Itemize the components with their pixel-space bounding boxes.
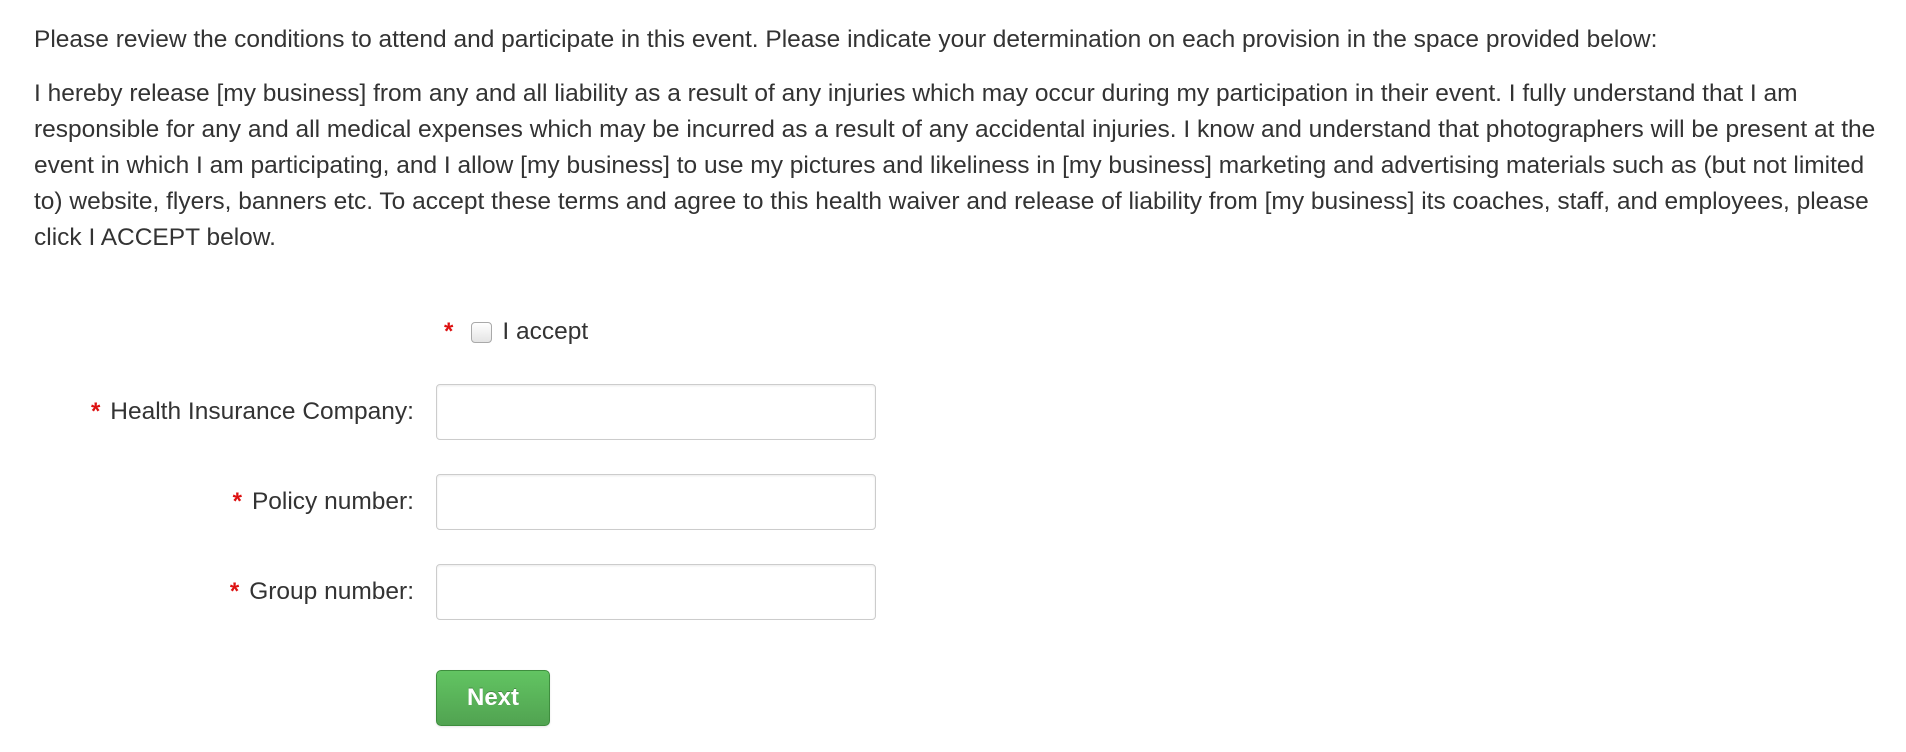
policy-number-input[interactable] — [436, 474, 876, 530]
group-number-label — [230, 564, 414, 620]
accept-checkbox[interactable] — [471, 322, 492, 343]
waiver-text: I hereby release [my business] from any and all liability as a result of any injuries which may occur during my participation in their event. I fully understand that I am responsible for any and all medical expenses which may be incurred as a result of any accidental injuries. I know and understand that photographers will be present at the event in which I am participating, and I allow [my business] to use my pictures and likeliness in [my business] marketing and advertising materials such as (but not limited to) website, flyers, banners etc. To accept these terms and agree to this health waiver and release of liability from [my business] its coaches, staff, and employees, please click I ACCEPT below. — [34, 80, 1876, 251]
group-number-row — [0, 564, 900, 620]
policy-number-label-text: Policy number: — [251, 488, 414, 515]
health-insurance-input[interactable] — [436, 384, 876, 440]
health-insurance-label — [91, 384, 414, 440]
group-number-label-text: Group number: — [249, 578, 414, 605]
required-marker: * — [444, 318, 454, 345]
required-marker: * — [229, 578, 240, 605]
accept-row — [444, 314, 588, 350]
group-number-input[interactable] — [436, 564, 876, 620]
required-marker: * — [232, 488, 242, 515]
health-insurance-row — [0, 384, 900, 440]
accept-label: I accept — [502, 318, 589, 345]
intro-text: Please review the conditions to attend and participate in this event. Please indicate your determination on each provision in the space provided below: — [34, 26, 1658, 53]
required-marker: * — [90, 398, 101, 425]
health-insurance-label-text: Health Insurance Company: — [110, 398, 414, 425]
next-button[interactable]: Next — [436, 670, 550, 726]
policy-number-label — [233, 474, 414, 530]
policy-number-row — [0, 474, 900, 530]
